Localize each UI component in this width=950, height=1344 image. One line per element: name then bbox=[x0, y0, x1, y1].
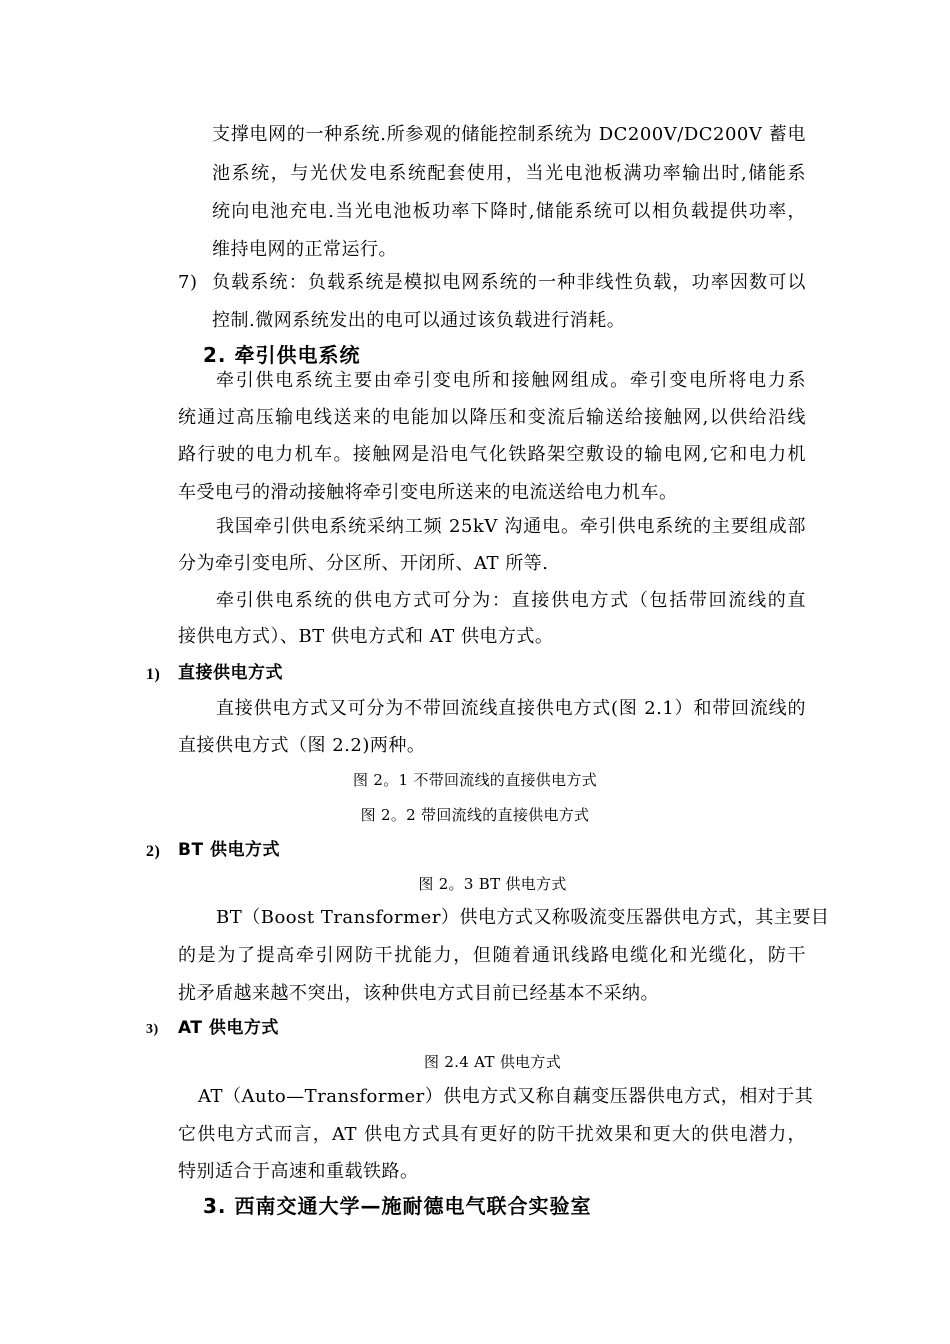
figure-caption: 图 2.4 AT 供电方式 bbox=[423, 1053, 562, 1071]
text-line: 我国牵引供电系统采纳工频 25kV 沟通电。牵引供电系统的主要组成部 bbox=[216, 516, 806, 537]
text-line: AT（Auto—Transformer）供电方式又称自藕变压器供电方式，相对于其 bbox=[198, 1086, 814, 1107]
text-line: 控制.微网系统发出的电可以通过该负载进行消耗。 bbox=[212, 310, 626, 331]
text-line: 支撑电网的一种系统.所参观的储能控制系统为 DC200V/DC200V 蓄电 bbox=[212, 124, 806, 145]
subsection-number: 3) bbox=[146, 1022, 159, 1037]
text-line: 维持电网的正常运行。 bbox=[212, 239, 397, 260]
section-heading: 2. 牵引供电系统 bbox=[203, 343, 361, 367]
text-line: 统通过高压输电线送来的电能加以降压和变流后输送给接触网,以供给沿线 bbox=[178, 407, 806, 428]
text-line: 的是为了提高牵引网防干扰能力，但随着通讯线路电缆化和光缆化，防干 bbox=[178, 945, 806, 966]
section-heading: 3. 西南交通大学—施耐德电气联合实验室 bbox=[203, 1194, 592, 1218]
text-line: 车受电弓的滑动接触将牵引变电所送来的电流送给电力机车。 bbox=[178, 482, 678, 503]
text-line: 特别适合于高速和重载铁路。 bbox=[178, 1161, 419, 1182]
subsection-title: AT 供电方式 bbox=[178, 1018, 279, 1038]
text-line: 扰矛盾越来越不突出，该种供电方式目前已经基本不采纳。 bbox=[178, 983, 659, 1004]
list-number: 7) bbox=[178, 272, 198, 293]
text-line: 它供电方式而言，AT 供电方式具有更好的防干扰效果和更大的供电潜力， bbox=[178, 1124, 806, 1145]
figure-caption: 图 2。2 带回流线的直接供电方式 bbox=[360, 806, 590, 824]
text-line: 统向电池充电.当光电池板功率下降时,储能系统可以相负载提供功率， bbox=[212, 201, 806, 222]
subsection-title: 直接供电方式 bbox=[178, 663, 283, 683]
figure-caption: 图 2。3 BT 供电方式 bbox=[418, 875, 567, 893]
text-line: 接供电方式）、BT 供电方式和 AT 供电方式。 bbox=[178, 626, 554, 647]
subsection-title: BT 供电方式 bbox=[178, 840, 280, 860]
text-line: 牵引供电系统主要由牵引变电所和接触网组成。牵引变电所将电力系 bbox=[216, 370, 806, 391]
text-line: 负载系统：负载系统是模拟电网系统的一种非线性负载，功率因数可以 bbox=[212, 272, 806, 293]
text-line: 直接供电方式（图 2.2)两种。 bbox=[178, 735, 426, 756]
figure-caption: 图 2。1 不带回流线的直接供电方式 bbox=[352, 771, 598, 789]
subsection-number: 2) bbox=[146, 843, 161, 860]
text-line: 路行驶的电力机车。接触网是沿电气化铁路架空敷设的输电网,它和电力机 bbox=[178, 444, 806, 465]
text-line: 分为牵引变电所、分区所、开闭所、AT 所等. bbox=[178, 553, 549, 574]
text-line: BT（Boost Transformer）供电方式又称吸流变压器供电方式，其主要目 bbox=[216, 907, 830, 928]
text-line: 牵引供电系统的供电方式可分为：直接供电方式（包括带回流线的直 bbox=[216, 590, 806, 611]
subsection-number: 1) bbox=[146, 666, 161, 683]
text-line: 池系统，与光伏发电系统配套使用，当光电池板满功率输出时,储能系 bbox=[212, 163, 806, 184]
text-line: 直接供电方式又可分为不带回流线直接供电方式(图 2.1）和带回流线的 bbox=[216, 698, 806, 719]
